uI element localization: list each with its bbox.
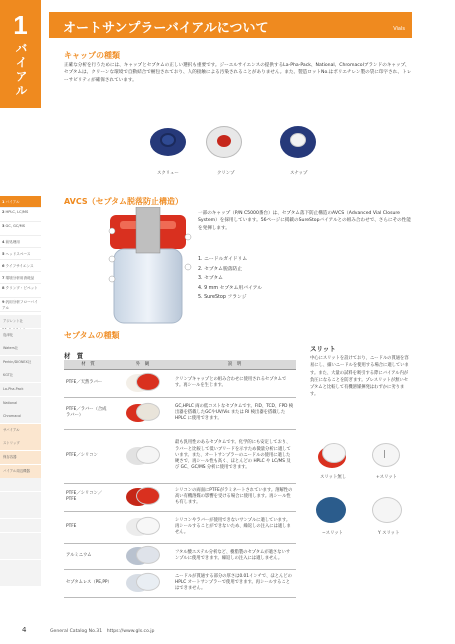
- septa-appearance-image: [112, 369, 173, 397]
- sub-menu-item[interactable]: 保存容器: [0, 451, 41, 464]
- sub-menu-item[interactable]: サバイアル: [0, 424, 41, 437]
- septa-row: [64, 397, 296, 429]
- page-title: オートサンプラーバイアルについて: [63, 21, 269, 36]
- septa-material: PTFE: [64, 511, 112, 543]
- chapter-menu-number: 4: [2, 240, 5, 244]
- chapter-menu-label: HPLC, LC/MS: [5, 210, 29, 214]
- sub-menu-item[interactable]: アジレント社: [0, 315, 41, 328]
- sub-menu-item[interactable]: ストリップ: [0, 437, 41, 450]
- sub-menu-item[interactable]: [0, 533, 41, 546]
- septa-material: セプタムレス（PE,PP）: [64, 569, 112, 597]
- chapter-label: バイアル: [14, 42, 28, 98]
- col-appearance: 外 観: [112, 360, 173, 369]
- sub-menu: [0, 315, 41, 587]
- avcs-parts-list: [198, 255, 262, 303]
- caps-paragraph: 正確な分析を行うためには、キャップとセプタムの正しい選択も重要です。ジーエルサイエンスの提供するLa-Pha-Pack、National、Chromacolブランドのキャップ、セプタムは、クリーンな環境で自動結合で梱包されており、人的接触による汚染されることがありません。また、製造ロットNo.はポリエチレン製の袋に印字され、トレーサビリティが確保されています。: [64, 63, 412, 83]
- chapter-menu-number: 7: [2, 276, 5, 280]
- chapter-menu-item[interactable]: [0, 298, 41, 312]
- sub-menu-item[interactable]: Chromacol: [0, 410, 41, 423]
- chapter-menu-label: 前処理用: [5, 240, 20, 244]
- septa-description: GC,HPLC 両の低コストなセプタムです。FID、TCD、FPD 検出器を搭載したGCやUV/Vis または RI 検出器を搭載した HPLC に使用できます。: [173, 397, 296, 429]
- chapter-menu-number: 1: [2, 200, 5, 204]
- avcs-part-5: 5. SureStop フランジ: [198, 295, 247, 301]
- chapter-menu-item[interactable]: [0, 272, 41, 284]
- col-material: 材 質: [64, 360, 112, 369]
- septa-row: [64, 543, 296, 569]
- septa-material: PTFE／シリコン／PTFE: [64, 483, 112, 511]
- septa-appearance-image: [112, 429, 173, 483]
- caps-heading: キャップの種類: [64, 51, 120, 60]
- slit-label-none: スリット無し: [320, 475, 347, 480]
- chapter-menu-item[interactable]: [0, 222, 41, 236]
- avcs-paragraph: 一部のキャップ（P/N C5000番台）は、セプタム落下防止構造のAVCS（Advanced Vial Closure System）を採用しています。56ページに掲載のSureStopバイアルとの組み合わせで、さらにその性能を発揮します。: [198, 211, 411, 231]
- avcs-part-3: 3. セプタム: [198, 276, 223, 282]
- sub-menu-item[interactable]: La-Pha-Pack: [0, 383, 41, 396]
- cap-label-screw: スクリュー: [157, 171, 179, 176]
- chapter-menu-label: ヘッドスペース: [5, 252, 31, 256]
- chapter-sidebar: [0, 0, 41, 644]
- septa-appearance-image: [112, 397, 173, 429]
- page-title-bar: [49, 12, 412, 38]
- septa-description: シリコンの両面にPTFEがラミネートされています。溶解性の高い有機溶媒の影響を受ける場合に使用します。再シール性も有します。: [173, 483, 296, 511]
- septa-description: シリコンやラバーが使用できないサンプルに適しています。再シールすることができないため、繰返しの注入には適しません。: [173, 511, 296, 543]
- chapter-menu-label: 環境分析用消耗品: [5, 276, 35, 280]
- slit-label-plus: +スリット: [376, 475, 398, 480]
- chapter-menu-number: 2: [2, 210, 5, 214]
- septa-description: ニードルが貫通する部分の厚さは0.01インチで、ほとんどの HPLC オートサンプラーで使用できます。再シールすることはできません。: [173, 569, 296, 597]
- page-number: 4: [22, 626, 27, 634]
- septa-row: [64, 511, 296, 543]
- sub-menu-item[interactable]: バイアル周辺機器: [0, 465, 41, 478]
- cap-label-snap: スナップ: [290, 171, 308, 176]
- septa-appearance-image: [112, 543, 173, 569]
- avcs-part-2: 2. セプタム脱落防止: [198, 266, 243, 272]
- chapter-menu-item[interactable]: [0, 236, 41, 248]
- chapter-menu-item[interactable]: [0, 260, 41, 272]
- septa-row: [64, 429, 296, 483]
- footer-catalog: General Catalog No.31 https://www.gls.co.jp: [50, 629, 155, 634]
- septa-description: クリンプキャップとの組み合わせに使用されるセプタムです。再シールを生じます。: [173, 369, 296, 397]
- chapter-menu-item[interactable]: [0, 208, 41, 222]
- slit-paragraph: 中心にスリットを設けており、ニードルの貫通を容易にし、細いニードルを使用する場合に適しています。また、大量の試料を吸引する際にバイアル内が負圧になることを防ぎます。プレスリットが無いセプタムと比較して有機溶媒揮発はわずかに劣ります。: [310, 356, 409, 398]
- septa-appearance-image: [112, 483, 173, 511]
- chapter-number: 1: [13, 10, 28, 40]
- material-table-title: 材 質: [64, 352, 84, 360]
- cap-label-crimp: クリンプ: [217, 171, 235, 176]
- sub-menu-item[interactable]: [0, 519, 41, 532]
- chapter-menu-label: GC, GC/MS: [5, 224, 25, 228]
- chapter-menu-number: 8: [2, 286, 5, 290]
- chapter-tab[interactable]: [0, 0, 41, 108]
- slit-label-y: Y スリット: [378, 531, 400, 536]
- septa-row: [64, 369, 296, 397]
- chapter-menu-item[interactable]: [0, 196, 41, 208]
- septa-appearance-image: [112, 511, 173, 543]
- sub-menu-item[interactable]: [0, 573, 41, 586]
- sub-menu-item[interactable]: National: [0, 397, 41, 410]
- septa-row: [64, 483, 296, 511]
- septa-material: PTFE／天然ラバー: [64, 369, 112, 397]
- slit-label-minus: −スリット: [322, 531, 344, 536]
- septa-table: [64, 360, 296, 598]
- sub-menu-item[interactable]: KGT社: [0, 369, 41, 382]
- sub-menu-item[interactable]: [0, 560, 41, 573]
- page-title-english: Vials: [393, 26, 405, 32]
- avcs-part-1: 1. ニードルガイドリム: [198, 257, 248, 262]
- chapter-menu-number: 6: [2, 264, 5, 268]
- chapter-menu-label: バイアル: [5, 200, 20, 204]
- chapter-menu-number: 5: [2, 252, 5, 256]
- sub-menu-item[interactable]: Waters社: [0, 342, 41, 355]
- slit-heading: スリット: [310, 345, 336, 353]
- septa-material: PTFE／シリコン: [64, 429, 112, 483]
- septa-material: アルミニウム: [64, 543, 112, 569]
- septa-description: 最も汎用性のあるセプタムです。化学的にも安定しており、ラバーと比較して低いブリードを示すため微量分析に適しています。また、オートサンプラーのニードルの使用に適した硬さで、再シール性も高く、ほとんどの HPLC や LC/MS 及び GC、GC/MS 分析に使用できます。: [173, 429, 296, 483]
- col-description: 説 明: [173, 360, 296, 369]
- septa-row: [64, 569, 296, 597]
- avcs-heading: AVCS（セプタム脱落防止構造）: [64, 197, 184, 206]
- chapter-menu-item[interactable]: [0, 248, 41, 260]
- chapter-menu-label: ライフサイエンス: [5, 264, 34, 268]
- sub-menu-item[interactable]: [0, 546, 41, 559]
- chapter-menu-item[interactable]: [0, 284, 41, 298]
- septa-description: フタル酸エステル分析など、樹脂製のセプタムが適さないサンプルに使用できます。繰返しの注入には適しません。: [173, 543, 296, 569]
- sub-menu-item[interactable]: [0, 505, 41, 518]
- sub-menu-item[interactable]: Perkin/DIONEX社: [0, 356, 41, 369]
- sub-menu-item[interactable]: [0, 478, 41, 491]
- sub-menu-item[interactable]: [0, 492, 41, 505]
- chapter-menu-label: 汎用分析フローバイアル: [2, 300, 38, 310]
- avcs-part-4: 4. 9 mm セプタム用バイアル: [198, 285, 263, 291]
- septa-material: PTFE／ラバー（合成ラバー）: [64, 397, 112, 429]
- septa-heading: セプタムの種類: [64, 331, 120, 340]
- avcs-diagram: [100, 207, 200, 327]
- chapter-menu-label: クリンプ・ピペット: [5, 286, 38, 290]
- septa-appearance-image: [112, 569, 173, 597]
- chapter-menu-number: 3: [2, 224, 5, 228]
- sub-menu-item[interactable]: 島津化: [0, 329, 41, 342]
- chapter-menu-number: 9: [2, 300, 5, 304]
